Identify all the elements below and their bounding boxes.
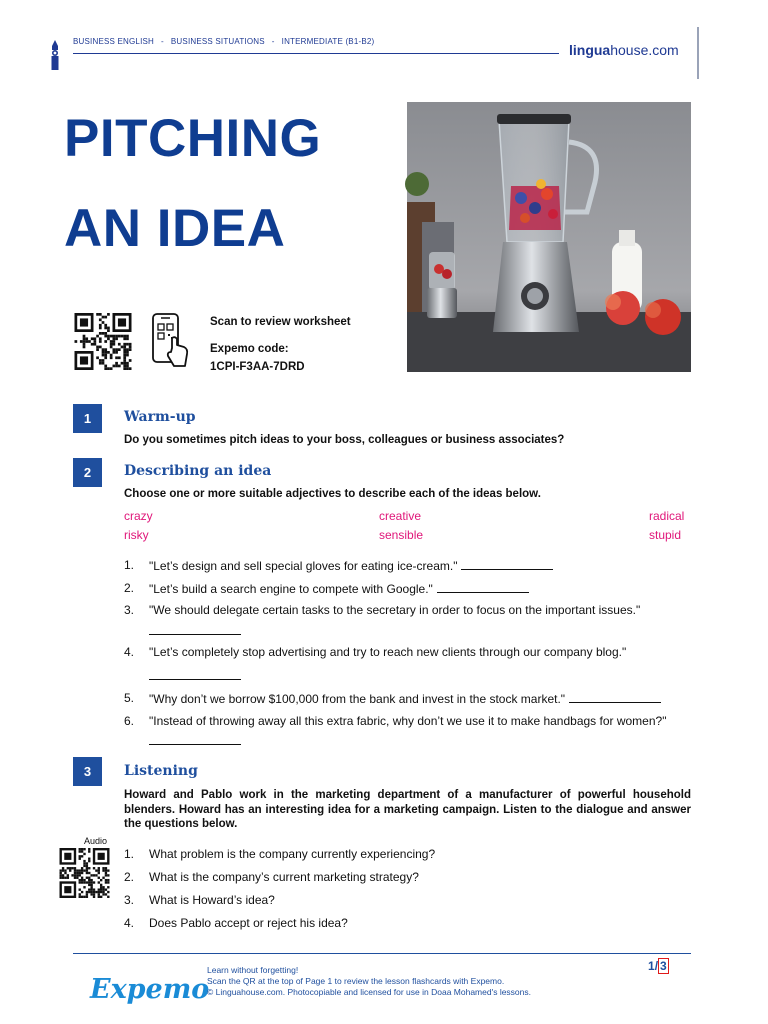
question-text xyxy=(149,581,529,596)
footer-tagline: Learn without forgetting! xyxy=(207,965,299,975)
question-text: What is the company’s current marketing strategy? xyxy=(149,870,419,884)
question-number: 3. xyxy=(124,893,135,907)
section-title-listening: Listening xyxy=(124,763,198,779)
adjective-word: risky xyxy=(124,528,149,542)
answer-blank[interactable] xyxy=(149,679,241,680)
breadcrumb-item[interactable]: BUSINESS ENGLISH xyxy=(73,37,155,46)
question-text xyxy=(149,691,661,706)
question-text: What is Howard’s idea? xyxy=(149,893,275,907)
page-title-line: PITCHING xyxy=(64,109,322,168)
page-separator: / xyxy=(654,959,659,973)
breadcrumb-separator: - xyxy=(271,37,275,46)
audio-label: Audio xyxy=(84,836,108,846)
breadcrumb-item[interactable]: INTERMEDIATE (B1-B2) xyxy=(281,37,375,46)
question-text: What problem is the company currently experiencing? xyxy=(149,847,436,861)
question-number: 4. xyxy=(124,645,135,659)
brand-logo[interactable] xyxy=(569,42,679,58)
adjective-word: sensible xyxy=(379,528,424,542)
question-number: 5. xyxy=(124,691,135,705)
page-title-line: AN IDEA xyxy=(64,199,286,258)
listening-intro: Howard and Pablo work in the marketing department of a manufacturer of powerful household blenders. Howard has an interesting idea for a marketing campaign. Listen to the dialogue and answer the questions below. xyxy=(124,789,691,830)
adjective-word: creative xyxy=(379,509,422,523)
section-number: 2 xyxy=(73,458,102,487)
section-title-describing: Describing an idea xyxy=(124,463,272,479)
expemo-code: 1CPI-F3AA-7DRD xyxy=(210,361,305,373)
scan-info xyxy=(210,313,351,376)
question-number: 1. xyxy=(124,558,135,572)
section-number: 3 xyxy=(73,757,102,786)
section-title-warm-up: Warm-up xyxy=(124,409,196,425)
question-text xyxy=(149,558,553,573)
question-text: "We should delegate certain tasks to the secretary in order to focus on the important issues." xyxy=(149,603,641,617)
question-text: "Instead of throwing away all this extra fabric, why don’t we use it to make handbags for women?" xyxy=(149,714,667,728)
page-current: 1 xyxy=(648,959,655,973)
answer-blank[interactable] xyxy=(569,691,661,703)
question-text-content: "Let’s build a search engine to compete with Google." xyxy=(149,582,433,596)
question-text-content: "Why don’t we borrow $100,000 from the bank and invest in the stock market." xyxy=(149,692,566,706)
describing-instruction: Choose one or more suitable adjectives to describe each of the ideas below. xyxy=(124,488,541,500)
page-title xyxy=(64,94,321,274)
question-number: 2. xyxy=(124,870,135,884)
answer-blank[interactable] xyxy=(437,581,529,593)
qr-code-icon[interactable] xyxy=(73,313,133,370)
adjective-word: crazy xyxy=(124,509,153,523)
question-number: 3. xyxy=(124,603,135,617)
question-text-content: "Let’s design and sell special gloves for eating ice-cream." xyxy=(149,559,458,573)
expemo-logo-text: Expemo xyxy=(90,974,210,1005)
footer-copyright: © Linguahouse.com. Photocopiable and licensed for use in Doaa Mohamed's lessons. xyxy=(207,987,532,997)
brand-logo-rest: house.com xyxy=(610,42,679,58)
expemo-logo[interactable] xyxy=(90,968,210,1012)
breadcrumb-separator: - xyxy=(161,37,164,46)
warm-up-question: Do you sometimes pitch ideas to your boss, colleagues or business associates? xyxy=(124,434,565,446)
qr-code-icon[interactable] xyxy=(58,848,111,898)
answer-blank[interactable] xyxy=(461,558,553,570)
question-number: 1. xyxy=(124,847,135,861)
question-number: 6. xyxy=(124,714,135,728)
header-divider xyxy=(73,53,559,54)
answer-blank[interactable] xyxy=(149,744,241,745)
footer-instruction: Scan the QR at the top of Page 1 to review the lesson flashcards with Expemo. xyxy=(207,976,505,986)
question-number: 4. xyxy=(124,916,135,930)
scan-instruction: Scan to review worksheet xyxy=(210,316,351,328)
section-number: 1 xyxy=(73,404,102,433)
adjective-word: stupid xyxy=(649,528,682,542)
answer-blank[interactable] xyxy=(149,634,241,635)
page-total[interactable]: 3 xyxy=(660,959,667,973)
expemo-code-label: Expemo code: xyxy=(210,343,289,355)
breadcrumb xyxy=(73,37,374,46)
question-number: 2. xyxy=(124,581,135,595)
breadcrumb-item[interactable]: BUSINESS SITUATIONS xyxy=(170,37,265,46)
question-text: Does Pablo accept or reject his idea? xyxy=(149,916,348,930)
question-text: "Let’s completely stop advertising and try to reach new clients through our company blog." xyxy=(149,645,627,659)
brand-logo-bold: lingua xyxy=(569,42,611,58)
footer-divider xyxy=(73,953,691,954)
blender-photo xyxy=(407,102,691,372)
big-ben-icon xyxy=(49,40,61,70)
page-number xyxy=(648,959,669,973)
brand-divider xyxy=(697,27,699,79)
phone-scan-icon xyxy=(150,312,192,372)
footer-notes xyxy=(207,965,531,998)
adjective-word: radical xyxy=(649,509,685,523)
